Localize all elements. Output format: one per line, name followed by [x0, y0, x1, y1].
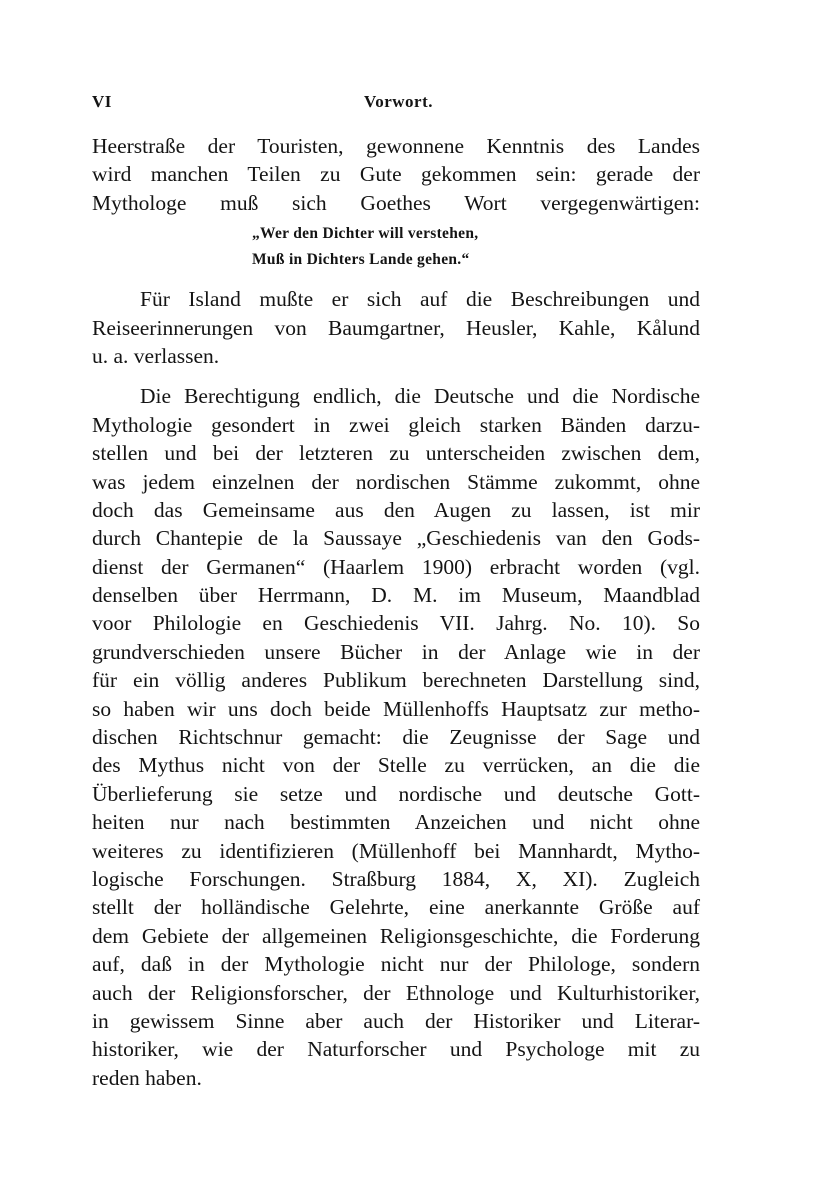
text-line: heiten nur nach bestimmten Anzeichen und nicht ohne — [92, 810, 700, 835]
page-number: VI — [92, 92, 112, 111]
text-line: stellt der holländische Gelehrte, eine anerkannte Größe auf — [92, 895, 700, 920]
paragraph-justification — [92, 382, 700, 1092]
paragraph-iceland — [92, 285, 700, 370]
text-line: was jedem einzelnen der nordischen Stämme zukommt, ohne — [92, 469, 700, 494]
text-line: reden haben. — [92, 1065, 202, 1090]
text-line: auf, daß in der Mythologie nicht nur der Philologe, sondern — [92, 952, 700, 977]
text-line: so haben wir uns doch beide Müllenhoffs Hauptsatz zur metho- — [92, 696, 700, 721]
text-line: stellen und bei der letzteren zu unterscheiden zwischen dem, — [92, 441, 700, 466]
text-line: voor Philologie en Geschiedenis VII. Jahrg. No. 10). So — [92, 611, 700, 636]
text-line: weiteres zu identifizieren (Müllenhoff bei Mannhardt, Mytho- — [92, 838, 700, 863]
text-line: Mythologie gesondert in zwei gleich starken Bänden darzu- — [92, 412, 700, 437]
text-line: in gewissem Sinne aber auch der Historiker und Literar- — [92, 1008, 700, 1033]
book-page — [92, 88, 700, 1104]
goethe-quote — [252, 221, 700, 273]
text-line: dischen Richtschnur gemacht: die Zeugnisse der Sage und — [92, 725, 700, 750]
text-line: historiker, wie der Naturforscher und Psychologe mit zu — [92, 1037, 700, 1062]
text-line: dienst der Germanen“ (Haarlem 1900) erbracht worden (vgl. — [92, 554, 700, 579]
text-line: durch Chantepie de la Saussaye „Geschiedenis van den Gods- — [92, 526, 700, 551]
quote-line: Muß in Dichters Lande gehen.“ — [252, 251, 470, 269]
text-line: Für Island mußte er sich auf die Beschreibungen und — [140, 287, 700, 312]
text-line: auch der Religionsforscher, der Ethnologe und Kulturhistoriker, — [92, 980, 700, 1005]
text-line: Die Berechtigung endlich, die Deutsche und die Nordische — [140, 384, 700, 409]
text-line: wird manchen Teilen zu Gute gekommen sein: gerade der — [92, 162, 700, 187]
text-line: Heerstraße der Touristen, gewonnene Kenntnis des Landes — [92, 134, 700, 158]
text-line: des Mythus nicht von der Stelle zu verrücken, an die die — [92, 753, 700, 778]
running-title: Vorwort. — [364, 92, 433, 111]
text-line: dem Gebiete der allgemeinen Religionsgeschichte, die Forderung — [92, 923, 700, 948]
running-head — [92, 88, 700, 118]
text-line: Überlieferung sie setze und nordische und deutsche Gott- — [92, 781, 700, 806]
text-line: logische Forschungen. Straßburg 1884, X, XI). Zugleich — [92, 866, 700, 891]
text-line: für ein völlig anderes Publikum berechneten Darstellung sind, — [92, 668, 700, 693]
text-line: grundverschieden unsere Bücher in der Anlage wie in der — [92, 639, 700, 664]
text-line: Mythologe muß sich Goethes Wort vergegenwärtigen: — [92, 190, 700, 215]
text-line: u. a. verlassen. — [92, 343, 220, 368]
text-line: Reiseerinnerungen von Baumgartner, Heusler, Kahle, Kålund — [92, 315, 700, 340]
text-line: denselben über Herrmann, D. M. im Museum, Maandblad — [92, 583, 700, 608]
continuation-paragraph — [92, 132, 700, 217]
quote-line: „Wer den Dichter will verstehen, — [252, 225, 479, 243]
text-line: doch das Gemeinsame aus den Augen zu lassen, ist mir — [92, 497, 700, 522]
